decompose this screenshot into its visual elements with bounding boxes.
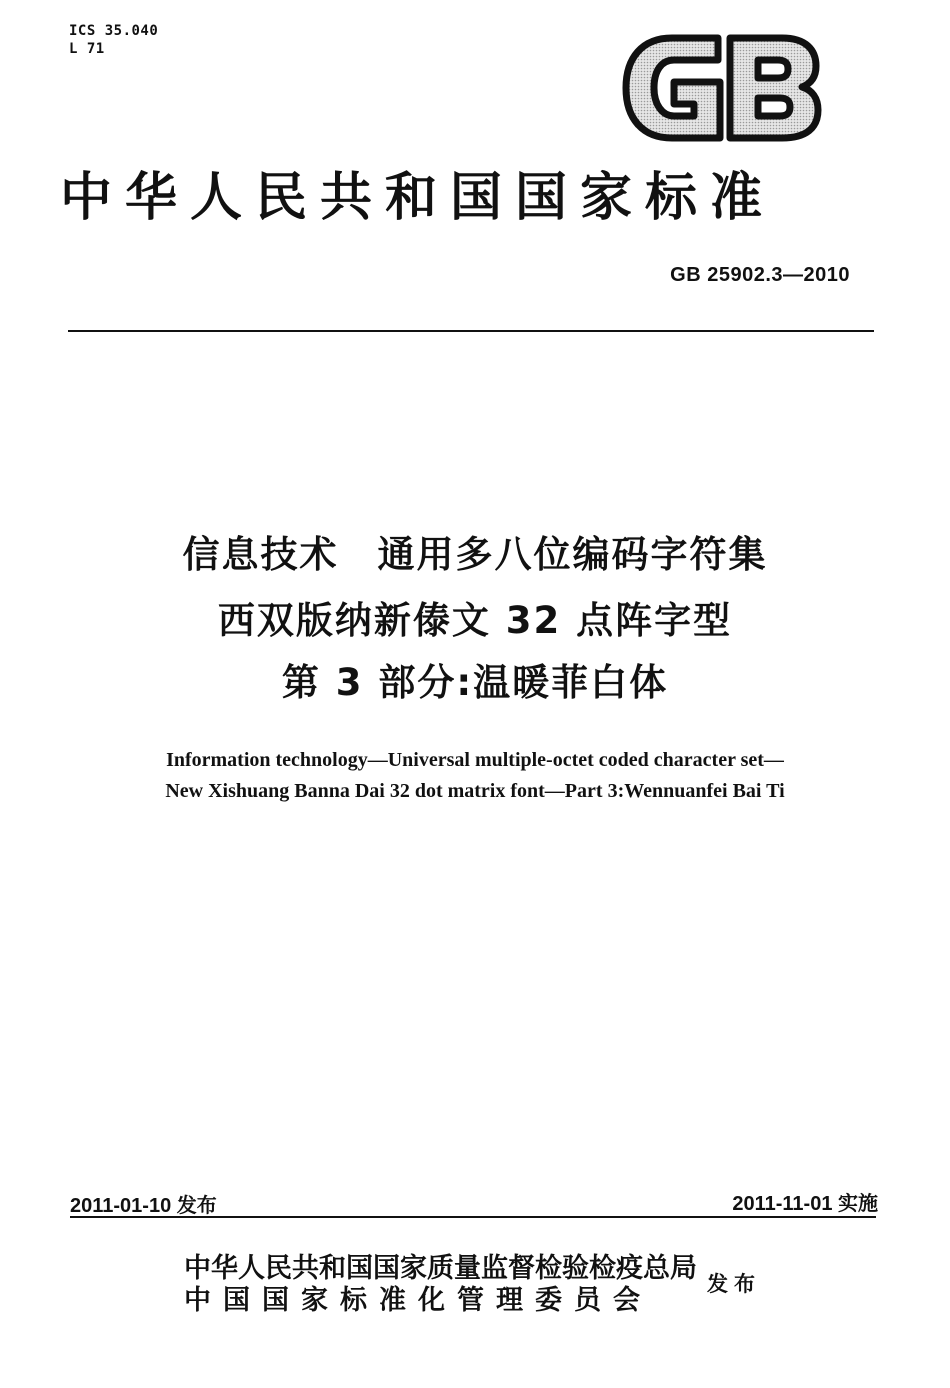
- publish-label: 发布: [707, 1272, 761, 1296]
- standard-number: GB 25902.3—2010: [670, 264, 850, 286]
- issue-date: 2011-01-10 发布: [70, 1195, 217, 1217]
- national-standard-title: 中华人民共和国国家标准: [60, 167, 776, 228]
- issuer-aqsiq: 中华人民共和国国家质量监督检验检疫总局: [184, 1253, 697, 1284]
- issuer-sac: 中国国家标准化管理委员会: [184, 1285, 652, 1316]
- classification-codes: [69, 22, 158, 58]
- implementation-date: 2011-11-01 实施: [732, 1193, 878, 1215]
- header-divider: [68, 330, 874, 332]
- chinese-title-line-3: 第 3 部分:温暖菲白体: [281, 661, 669, 704]
- footer-divider: [70, 1216, 876, 1218]
- english-title-line-1: Information technology—Universal multiple-octet coded character set—: [166, 749, 784, 771]
- ccs-code: L 71: [69, 41, 105, 57]
- chinese-title-line-1: 信息技术 通用多八位编码字符集: [182, 533, 768, 576]
- gb-logo: [622, 34, 822, 142]
- english-title-line-2: New Xishuang Banna Dai 32 dot matrix font—Part 3:Wennuanfei Bai Ti: [165, 780, 785, 802]
- ics-code: ICS 35.040: [69, 23, 159, 39]
- chinese-title-line-2: 西双版纳新傣文 32 点阵字型: [217, 599, 733, 642]
